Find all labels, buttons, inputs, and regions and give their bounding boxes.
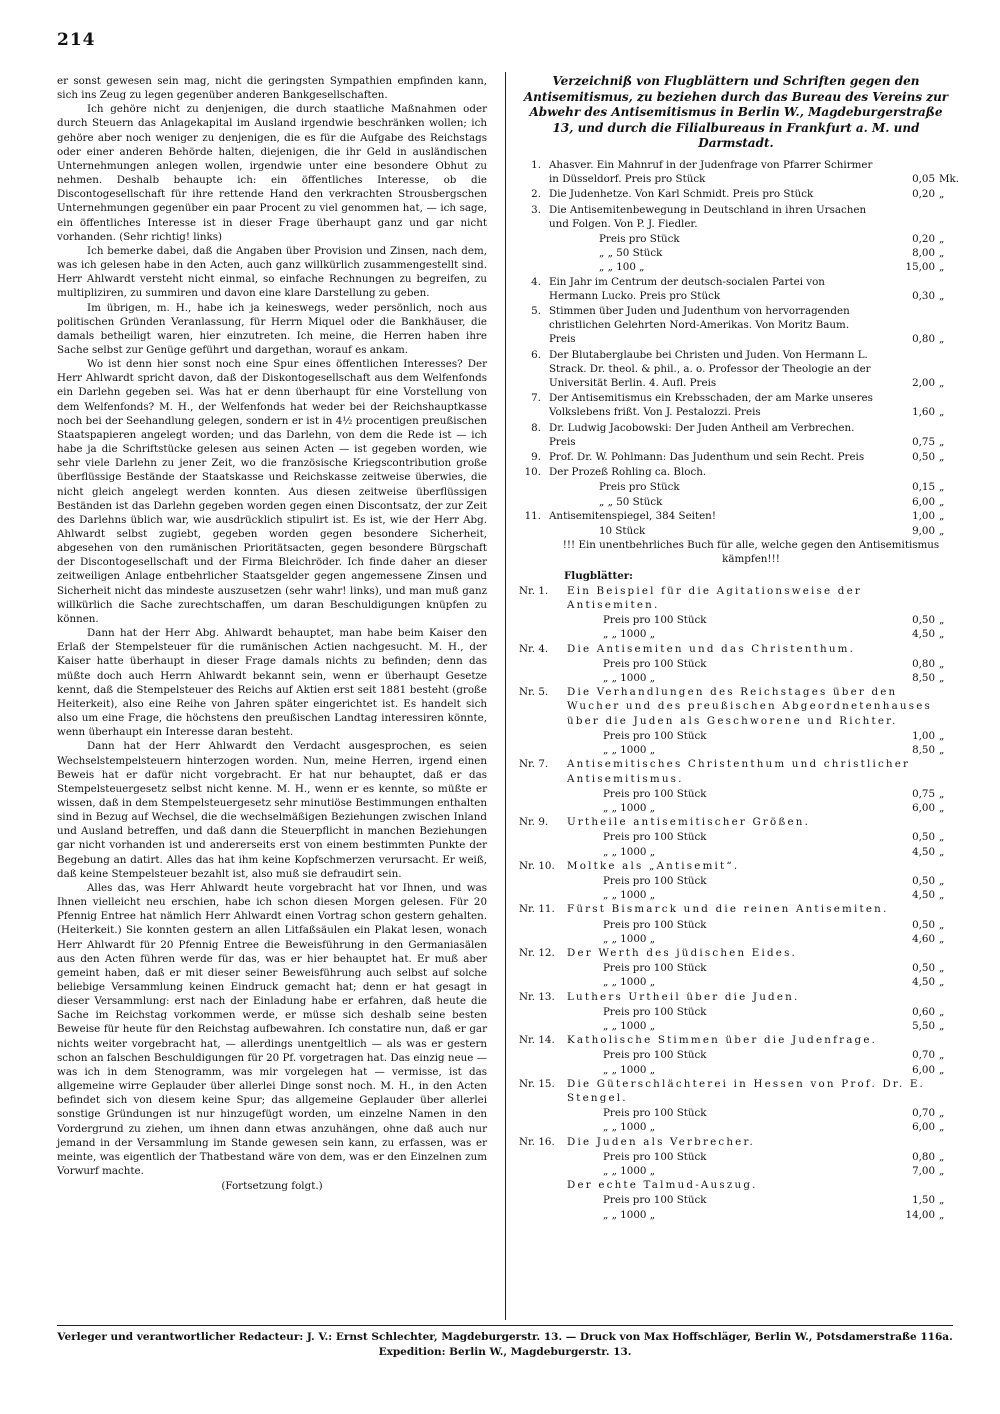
item-number: Nr. 7. (519, 758, 549, 771)
spacer (519, 961, 567, 975)
price-label: „ „ 1000 „ (603, 845, 656, 858)
price-line (519, 613, 953, 627)
spacer (519, 932, 567, 946)
item-unit: „ (939, 932, 945, 945)
item-title: Die Güterschlächterei in Hessen von Prof. Dr. E. Stengel. (567, 1077, 926, 1104)
price-label: „ „ 1000 „ (603, 889, 656, 902)
item-number: Nr. 1. (519, 584, 549, 597)
publication-list (519, 74, 960, 1324)
price-label: „ „ 100 „ (599, 261, 645, 274)
price-label: 10 Stück (599, 525, 646, 538)
article-paragraph: Alles das, was Herr Ahlwardt heute vorgebracht hat vor Ihnen, und was Ihnen vielleicht neu erschien, habe ich schon diesen Morgen gelesen. Für 20 Pfennig Entree hat nämlich Herr Ahlwardt einen Vortrag schon gestern gehalten. (Heiterkeit.) Sie konnten gestern an allen Litfaßsäulen ein Plakat lesen, wonach Herr Ahlwardt für 20 Pfennig Entree die Beweisführung in den Germaniasälen aus den Acten führen werde für das, was er hier behauptet hat. Er muß aber gemeint haben, daß er mit dieser seiner Beweisführung auch selbst auf solche beliebige Versammlung keinen Eindruck gemacht hat; denn er hat gesagt in dieser Versammlung: erst nach der Einladung habe er erfahren, daß heute die Sache im Reichstag vorkommen werde, er müsse sich deshalb seine besten Beweise für heute für den Reichstag aufbewahren. Ich constatire nun, daß er gar nichts weiter vorgebracht hat, — allerdings unentgeltlich — als was er gestern schon an falschen Beschuldigungen für 20 Pf. vorgetragen hat. Das einzig neue — was ich in dem Stenogramm, was mir vorgelegen hat — vermisse, ist das allgemeine wirre Geplauder über allerlei Dinge sonst noch. M. H., in den Acten befindet sich von diesem keine Spur; das allgemeine Geplauder über allerlei sonstige Gründungen ist nur hinzugefügt worden, um einzelne Namen in den Vordergrund zu ziehen, um ihnen dann etwas anzuhängen, ohne daß auch nur jemand in der Versammlung im Stande gewesen sein kann, zu erfassen, was er meinte, was eigentlich der Thatbestand wäre von dem, was er den Einzelnen zum Vorwurf machte. (57, 881, 487, 1178)
item-price: 0,15 (912, 481, 935, 494)
price-line (519, 975, 953, 989)
item-unit: „ (939, 451, 945, 464)
list-item (519, 187, 953, 201)
list-item (519, 1033, 953, 1047)
imprint-line: Expedition: Berlin W., Magdeburgerstr. 13. (378, 1346, 632, 1358)
price-line (519, 627, 953, 641)
price-line (519, 1193, 953, 1207)
item-title: Fürst Bismarck und die reinen Antisemiten. (567, 903, 889, 916)
item-unit: „ (939, 628, 945, 641)
price-label: Preis pro 100 Stück (603, 831, 707, 844)
price-label: „ „ 50 Stück (599, 247, 663, 260)
item-unit: „ (939, 1005, 945, 1018)
item-unit: „ (939, 874, 945, 887)
spacer (519, 845, 567, 859)
list-item (519, 642, 953, 656)
item-price: 0,80 (912, 657, 935, 670)
price-line (519, 480, 953, 494)
price-label: Preis pro Stück (599, 481, 680, 494)
item-price: 6,00 (912, 801, 935, 814)
list-item (519, 509, 953, 523)
price-line (519, 232, 953, 246)
item-title: Ahasver. Ein Mahnruf in der Judenfrage von Pfarrer Schirmer in Düsseldorf. Preis pro Stück (549, 158, 873, 186)
item-unit: „ (939, 481, 945, 494)
list-item (519, 465, 953, 479)
item-unit: „ (939, 918, 945, 931)
item-title: Dr. Ludwig Jacobowski: Der Juden Antheil am Verbrechen. Preis (549, 421, 855, 448)
list-item (519, 421, 953, 449)
spacer (519, 1106, 567, 1120)
item-title: Der Blutaberglaube bei Christen und Juden. Von Hermann L. Strack. Dr. theol. & phil., a. o. Professor der Theologie an der Universität Berlin. 4. Aufl. Preis (549, 348, 871, 390)
item-number: 5. (531, 305, 541, 317)
price-line (519, 260, 953, 274)
imprint-line: Verleger und verantwortlicher Redacteur: J. V.: Ernst Schlechter, Magdeburgerstr. 13. — Druck von Max Hoffschläger, Berlin W., Potsdamerstraße 116a. (57, 1331, 953, 1343)
item-price: 0,50 (912, 874, 935, 887)
item-unit: „ (939, 801, 945, 814)
price-label: Preis pro 100 Stück (603, 1107, 707, 1120)
spacer (519, 801, 567, 815)
price-label: Preis pro 100 Stück (603, 657, 707, 670)
list-item (519, 815, 953, 829)
item-unit: „ (939, 831, 945, 844)
item-number: 10. (524, 466, 541, 479)
item-unit: „ (939, 247, 945, 260)
price-line (519, 1019, 953, 1033)
item-price: 0,70 (912, 1107, 935, 1120)
item-unit: „ (939, 188, 945, 201)
item-price: 0,05 (912, 173, 935, 186)
item-price: 9,00 (912, 525, 935, 538)
price-line (519, 874, 953, 888)
article-paragraph: Ich gehöre nicht zu denjenigen, die durch staatliche Maßnahmen oder durch Steuern das Anlagekapital im Ausland irgendwie beschränken wollen; ich gehöre aber noch weniger zu denjenigen, die es für die Aufgabe des Reichstags oder einer anderen Behörde halten, diejenigen, die ihr Geld in ausländischen Unternehmungen anlegen wollen, irgendwie unter eine besondere Obhut zu nehmen. Deshalb behaupte ich: ein öffentliches Interesse, ob die Discontogesellschaft für ihre rettende Hand den verkrachten Strousbergschen Unternehmungen gegenüber ein paar Procent zu viel genommen hat, — ich sage, ein öffentliches Interesse ist in dieser Frage überhaupt ganz und gar nicht vorhanden. (Sehr richtig! links) (57, 103, 487, 243)
price-label: Preis pro 100 Stück (603, 1049, 707, 1062)
spacer (519, 524, 549, 538)
item-price: 14,00 (905, 1208, 935, 1221)
item-title: Stimmen über Juden und Judenthum von hervorragenden christlichen Gelehrten Nord-Amerikas. Von Moritz Baum. Preis (549, 305, 850, 346)
item-number: Nr. 5. (519, 686, 549, 699)
item-title: Luthers Urtheil über die Juden. (567, 990, 800, 1003)
spacer (519, 830, 567, 844)
spacer (519, 495, 549, 509)
item-number: Nr. 14. (519, 1034, 555, 1047)
item-unit: „ (939, 435, 945, 448)
price-label: Preis pro 100 Stück (603, 1150, 707, 1163)
price-label: Preis pro 100 Stück (603, 1005, 707, 1018)
spacer (519, 729, 567, 743)
book-note: !!! Ein unentbehrliches Buch für alle, welche gegen den Antisemitismus kämpfen!!! (562, 539, 940, 566)
flugblatt-list (519, 584, 953, 1222)
spacer (519, 1164, 567, 1178)
price-line (519, 1120, 953, 1134)
item-unit: „ (939, 509, 945, 522)
list-item (519, 859, 953, 873)
footer-rule (57, 1325, 953, 1326)
list-item (519, 275, 953, 303)
spacer (519, 246, 549, 260)
item-title: Der Prozeß Rohling ca. Bloch. (549, 466, 707, 479)
item-title: Die Antisemiten und das Christenthum. (567, 642, 856, 655)
item-price: 6,00 (912, 1121, 935, 1134)
item-number: Nr. 15. (519, 1077, 555, 1090)
item-title: Der echte Talmud-Auszug. (567, 1179, 758, 1192)
price-line (519, 1005, 953, 1019)
price-line (519, 801, 953, 815)
price-line (519, 845, 953, 859)
price-label: Preis pro 100 Stück (603, 918, 707, 931)
spacer (519, 1005, 567, 1019)
item-number: 4. (531, 275, 541, 288)
item-unit: „ (939, 1164, 945, 1177)
item-unit: „ (939, 744, 945, 757)
column-divider (505, 72, 506, 1320)
item-title: Prof. Dr. W. Pohlmann: Das Judenthum und sein Recht. Preis (549, 451, 865, 464)
spacer (519, 1048, 567, 1062)
item-unit: „ (939, 406, 945, 419)
item-price: 1,00 (912, 509, 935, 522)
price-line (519, 1164, 953, 1178)
item-unit: Mk. (939, 173, 960, 186)
item-number: 6. (531, 348, 541, 361)
page-number: 214 (57, 30, 96, 50)
list-item (519, 1135, 953, 1149)
spacer (519, 874, 567, 888)
item-number: 8. (531, 421, 541, 434)
item-number: Nr. 11. (519, 903, 555, 916)
price-line (519, 246, 953, 260)
item-price: 6,00 (912, 495, 935, 508)
spacer (519, 1150, 567, 1164)
article-paragraph: Im übrigen, m. H., habe ich ja keineswegs, weder persönlich, noch aus politischen Gründen Veranlassung, für Herrn Miquel oder die Bankhäuser, die damals betheiligt waren, hier einzutreten. Ich meine, die Herren haben ihre Sache selbst zur Genüge geführt und dargethan, worauf es ankam. (57, 301, 487, 356)
item-price: 4,50 (912, 976, 935, 989)
item-title: Die Judenhetze. Von Karl Schmidt. Preis pro Stück (549, 188, 814, 201)
item-price: 7,00 (912, 1164, 935, 1177)
list-item (519, 902, 953, 916)
spacer (519, 975, 567, 989)
imprint (57, 1330, 953, 1360)
item-price: 8,00 (912, 247, 935, 260)
item-title: Katholische Stimmen über die Judenfrage. (567, 1034, 878, 1047)
spacer (519, 1019, 567, 1033)
spacer (519, 1063, 567, 1077)
price-line (519, 1063, 953, 1077)
item-unit: „ (939, 962, 945, 975)
item-price: 15,00 (905, 261, 935, 274)
price-line (519, 1106, 953, 1120)
item-unit: „ (939, 1049, 945, 1062)
item-unit: „ (939, 1208, 945, 1221)
price-label: „ „ 1000 „ (603, 932, 656, 945)
spacer (519, 480, 549, 494)
item-price: 0,50 (912, 831, 935, 844)
price-label: „ „ 1000 „ (603, 1121, 656, 1134)
list-heading: Verzeichniß von Flugblättern und Schriften gegen den Antisemitismus, zu beziehen durch das Bureau des Vereins zur Abwehr des Antisemitismus in Berlin W., Magdeburgerstraße 13, und durch die Filialbureaus in Frankfurt a. M. und Darmstadt. (523, 74, 949, 151)
article-paragraph: Dann hat der Herr Ahlwardt den Verdacht ausgesprochen, es seien Wechselstempelsteuern hinterzogen worden. Nun, meine Herren, irgend einen Beweis hat er dafür nicht vorgebracht. Er hat nur behauptet, daß er das Stempelsteuergesetz selbst nicht kenne. M. H., wenn er es kennte, so müßte er wissen, daß in dem Stempelsteuergesetz sehr minutiöse Bestimmungen enthalten sind in Bezug auf Wechsel, die die wechselmäßigen Beziehungen zwischen Inland und Ausland betreffen, und daß dann die Steuerpflicht in manchen Beziehungen gar nicht vorhanden ist und andererseits erst von einem bestimmten Punkte der Begebung an datirt. Alles das hat ihm keine Kopfschmerzen verursacht. Er weiß, daß keine Stempelsteuer bezahlt ist, also muß sie defraudirt sein. (57, 740, 487, 880)
item-price: 0,75 (912, 435, 935, 448)
item-title: Die Antisemitenbewegung in Deutschland in ihren Ursachen und Folgen. Von P. J. Fiedler. (549, 203, 867, 230)
item-number (519, 1178, 567, 1192)
item-unit: „ (939, 377, 945, 390)
item-number: 2. (531, 188, 541, 201)
book-list (519, 158, 960, 538)
item-price: 0,75 (912, 787, 935, 800)
item-title: Moltke als „Antisemit“. (567, 859, 740, 872)
item-price: 0,70 (912, 1049, 935, 1062)
item-price: 4,50 (912, 889, 935, 902)
spacer (519, 787, 567, 801)
spacer (519, 743, 567, 757)
price-label: Preis pro Stück (599, 232, 680, 245)
item-number: Nr. 9. (519, 816, 549, 829)
item-unit: „ (939, 232, 945, 245)
price-label: „ „ 1000 „ (603, 628, 656, 641)
item-number: Nr. 13. (519, 990, 555, 1003)
spacer (519, 657, 567, 671)
price-label: „ „ 1000 „ (603, 801, 656, 814)
item-unit: „ (939, 289, 945, 302)
price-label: „ „ 1000 „ (603, 1063, 656, 1076)
spacer (519, 627, 567, 641)
list-item (519, 1077, 953, 1105)
price-label: „ „ 1000 „ (603, 976, 656, 989)
item-price: 1,60 (912, 406, 935, 419)
price-line (519, 888, 953, 902)
price-line (519, 657, 953, 671)
price-line (519, 830, 953, 844)
price-line (519, 918, 953, 932)
item-unit: „ (939, 1121, 945, 1134)
item-unit: „ (939, 787, 945, 800)
article-paragraph: Ich bemerke dabei, daß die Angaben über Provision und Zinsen, nach dem, was ich gelesen habe in den Acten, auch ganz willkürlich zusammengestellt sind. Herr Ahlwardt versteht nicht einmal, so einfache Rechnungen zu begreifen, zu multipliziren, zu summiren und davon eine klare Darstellung zu geben. (57, 244, 487, 300)
list-item (519, 946, 953, 960)
item-unit: „ (939, 525, 945, 538)
price-line (519, 671, 953, 685)
item-price: 0,20 (912, 188, 935, 201)
price-label: Preis pro 100 Stück (603, 614, 707, 627)
price-line (519, 743, 953, 757)
price-label: „ „ 50 Stück (599, 495, 663, 508)
item-price: 0,50 (912, 962, 935, 975)
item-price: 0,50 (912, 614, 935, 627)
item-number: 1. (531, 158, 541, 171)
item-title: Ein Beispiel für die Agitationsweise der Antisemiten. (567, 584, 862, 612)
item-unit: „ (939, 261, 945, 274)
item-price: 0,50 (912, 451, 935, 464)
item-price: 8,50 (912, 744, 935, 757)
price-label: Preis pro 100 Stück (603, 1194, 707, 1207)
price-label: Preis pro 100 Stück (603, 962, 707, 975)
item-unit: „ (939, 845, 945, 858)
price-line (519, 524, 953, 538)
item-title: Urtheile antisemitischer Größen. (567, 816, 811, 829)
item-number: Nr. 12. (519, 946, 555, 959)
item-price: 5,50 (912, 1019, 935, 1032)
item-price: 0,20 (912, 232, 935, 245)
item-price: 4,50 (912, 628, 935, 641)
price-line (519, 932, 953, 946)
article-paragraph: Dann hat der Herr Abg. Ahlwardt behauptet, man habe beim Kaiser den Erlaß der Stempelsteuer für die rumänischen Actien nachgesucht. M. H., der Kaiser hatte überhaupt in dieser Frage damals nichts zu befinden; denn das müßte doch auch Herrn Ahlwardt bekannt sein, wenn er überhaupt Gesetze kennt, daß die Stempelsteuer des Reichs auf Aktien erst seit 1881 besteht (große Heiterkeit), also eine Reihe von Jahren später eingerichtet ist. Es handelt sich also um eine Frage, die höchstens den preußischen Landtag interessiren könnte, wenn überhaupt ein Interesse daran besteht. (57, 627, 487, 739)
list-item (519, 1178, 953, 1192)
item-title: Die Verhandlungen des Reichstages über den Wucher und des preußischen Abgeordnetenhauses über die Juden als Geschworene und Richter. (567, 686, 933, 727)
item-unit: „ (939, 672, 945, 685)
item-title: Die Juden als Verbrecher. (567, 1135, 755, 1148)
item-title: Antisemitenspiegel, 384 Seiten! (549, 509, 716, 522)
item-number: Nr. 16. (519, 1135, 555, 1148)
spacer (519, 671, 567, 685)
article-paragraph: Wo ist denn hier sonst noch eine Spur eines öffentlichen Interesses? Der Herr Ahlwardt spricht davon, daß der Diskontogesellschaft aus dem Welfenfonds ein Darlehn gegeben sei. Was hat er denn überhaupt für eine Vorstellung von dem Welfenfonds? M. H., der Welfenfonds hat weder bei der Reichshauptkasse noch bei der Seehandlung gelegen, sondern er ist in 4½ procentigen preußischen Staatspapieren angelegt worden; und das Darlehn, von dem die Rede ist — ich habe ja die Schriftstücke gelesen aus seinen Acten — ist gegeben worden, wie sehr viele Darlehn zu jener Zeit, wo die französische Kriegscontribution große überflüssige Bestände der Staatskasse und Reichskasse zeitweise überwies, die nicht gleich angelegt werden konnten. Aus diesen zeitweise überflüssigen Beständen ist das Darlehn gegeben worden gegen einen Discontsatz, der zur Zeit des Darlehns üblich war, wie ausdrücklich stipulirt ist. Es ist, wie der Herr Abg. Ahlwardt selbst zugiebt, gegeben worden gegen besondere Sicherheit, abgesehen von den rumänischen Prioritätsacten, gegen besondere Bürgschaft der Discontogesellschaft und der Firma Bleichröder. Ich finde daher an dieser zeitweiligen Anlage entbehrlicher Staatsgelder gegen angemessene Zinsen und Sicherheit nicht das mindeste auszusetzen (sehr wahr! links), und man muß ganz willkürlich die Sache zurechtschaffen, um daran Beschuldigungen knüpfen zu können. (57, 358, 487, 625)
spacer (519, 232, 549, 246)
spacer (519, 888, 567, 902)
item-price: 0,30 (912, 289, 935, 302)
item-title: Der Werth des jüdischen Eides. (567, 946, 798, 959)
list-item (519, 450, 953, 464)
item-price: 0,80 (912, 1150, 935, 1163)
price-line (519, 495, 953, 509)
list-item (519, 304, 953, 347)
price-label: „ „ 1000 „ (603, 744, 656, 757)
item-number: Nr. 10. (519, 859, 555, 872)
item-unit: „ (939, 889, 945, 902)
item-price: 1,50 (912, 1194, 935, 1207)
item-unit: „ (939, 614, 945, 627)
price-line (519, 787, 953, 801)
spacer (519, 260, 549, 274)
item-unit: „ (939, 657, 945, 670)
item-title: Antisemitisches Christenthum und christlicher Antisemitismus. (567, 758, 911, 785)
price-line (519, 1048, 953, 1062)
item-number: 11. (524, 509, 541, 522)
spacer (519, 1120, 567, 1134)
item-unit: „ (939, 333, 945, 346)
spacer (519, 1208, 567, 1222)
list-item (519, 348, 953, 391)
item-unit: „ (939, 1019, 945, 1032)
list-item (519, 203, 953, 231)
item-number: 3. (531, 203, 541, 216)
item-unit: „ (939, 1194, 945, 1207)
item-title: Der Antisemitismus ein Krebsschaden, der am Marke unseres Volkslebens frißt. Von J. Pestalozzi. Preis (549, 392, 873, 419)
item-price: 0,60 (912, 1005, 935, 1018)
item-price: 4,60 (912, 932, 935, 945)
price-line (519, 1150, 953, 1164)
item-price: 6,00 (912, 1063, 935, 1076)
article-column (57, 74, 487, 1324)
item-number: Nr. 4. (519, 642, 549, 655)
price-line (519, 1208, 953, 1222)
list-item (519, 757, 953, 785)
item-price: 8,50 (912, 672, 935, 685)
item-price: 0,50 (912, 918, 935, 931)
item-price: 1,00 (912, 729, 935, 742)
price-label: „ „ 1000 „ (603, 1019, 656, 1032)
list-item (519, 158, 960, 186)
item-title: Ein Jahr im Centrum der deutsch-socialen Partei von Hermann Lucko. Preis pro Stück (549, 275, 825, 302)
price-label: „ „ 1000 „ (603, 672, 656, 685)
item-unit: „ (939, 1150, 945, 1163)
price-label: Preis pro 100 Stück (603, 729, 707, 742)
item-price: 0,80 (912, 333, 935, 346)
item-unit: „ (939, 1107, 945, 1120)
list-item (519, 990, 953, 1004)
item-unit: „ (939, 1063, 945, 1076)
price-line (519, 729, 953, 743)
price-label: Preis pro 100 Stück (603, 874, 707, 887)
item-number: 9. (531, 451, 541, 464)
price-line (519, 961, 953, 975)
item-unit: „ (939, 495, 945, 508)
price-label: „ „ 1000 „ (603, 1164, 656, 1177)
item-price: 2,00 (912, 377, 935, 390)
item-number: 7. (531, 392, 541, 405)
item-unit: „ (939, 729, 945, 742)
spacer (519, 613, 567, 627)
list-item (519, 391, 953, 419)
price-label: Preis pro 100 Stück (603, 787, 707, 800)
item-price: 4,50 (912, 845, 935, 858)
article-paragraph: er sonst gewesen sein mag, nicht die geringsten Sympathien empfinden kann, sich ins Zeug zu legen gegenüber anderen Bankgesellschaften. (57, 75, 487, 102)
continued-note: (Fortsetzung folgt.) (221, 1180, 323, 1193)
flugblaetter-heading: Flugblätter: (564, 569, 633, 582)
spacer (519, 918, 567, 932)
price-label: „ „ 1000 „ (603, 1208, 656, 1221)
spacer (519, 1193, 567, 1207)
item-unit: „ (939, 976, 945, 989)
list-item (519, 685, 953, 728)
list-item (519, 584, 953, 612)
